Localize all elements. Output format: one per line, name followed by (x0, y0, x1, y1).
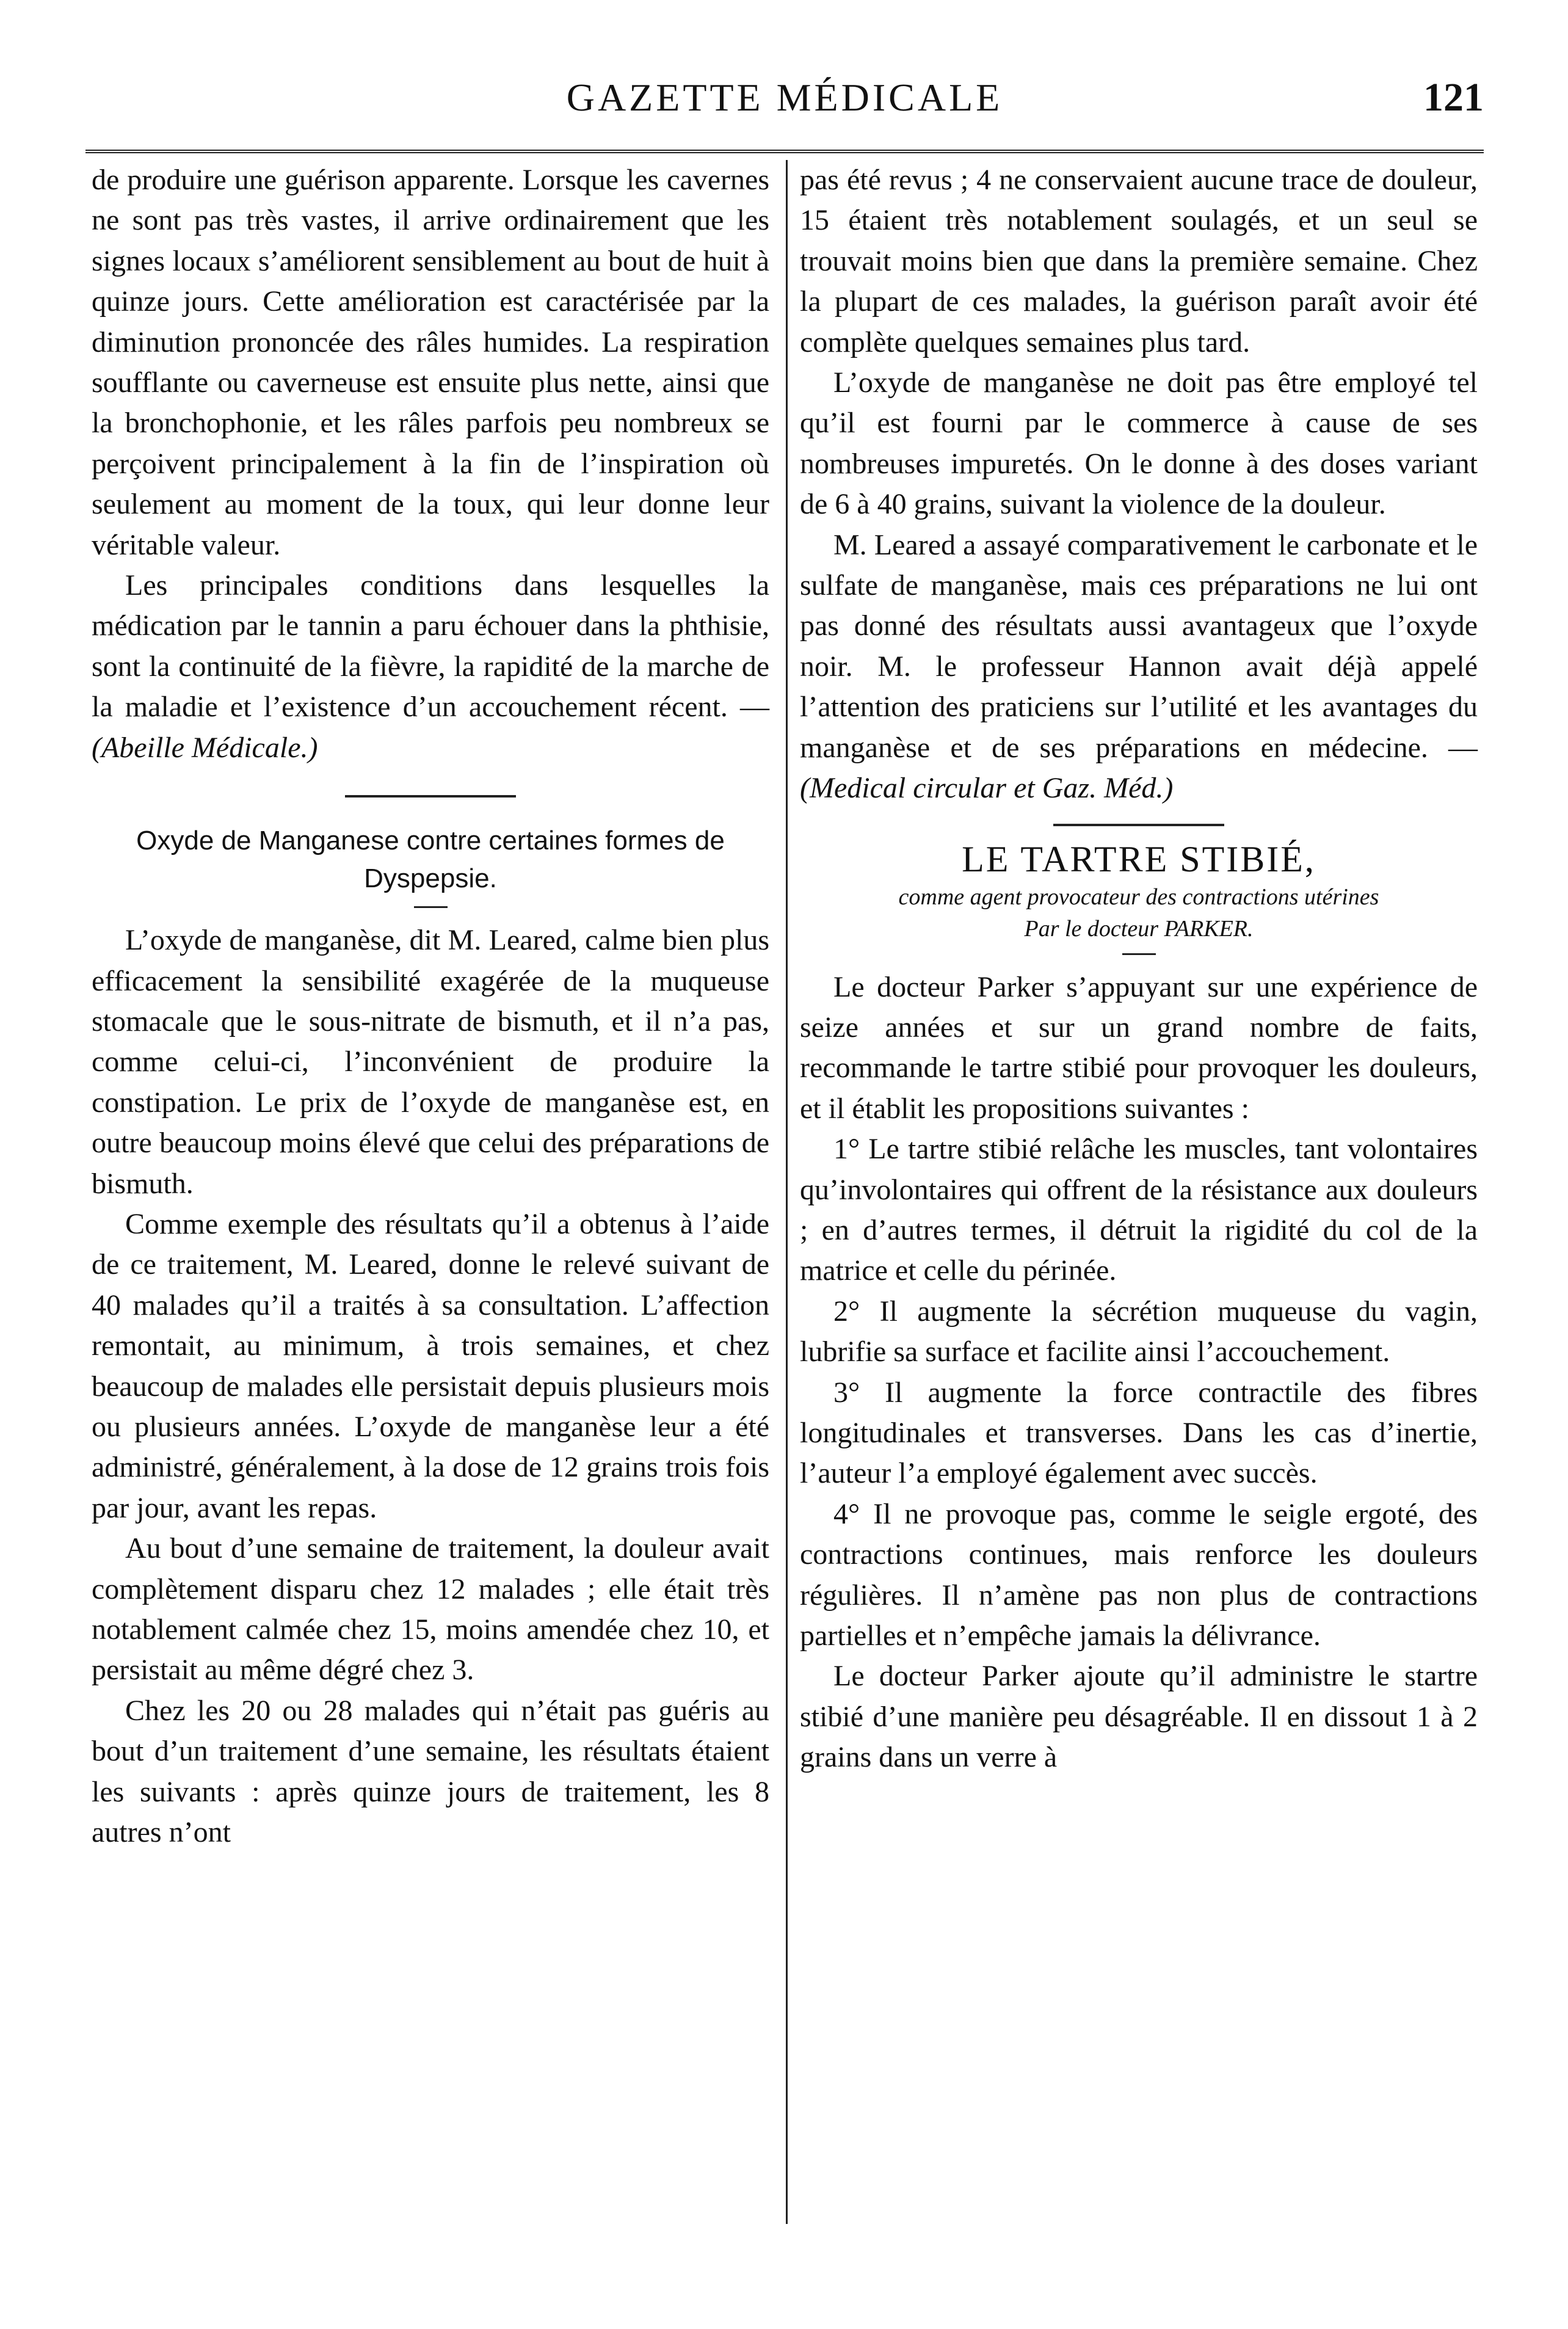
paragraph: de produire une guérison apparente. Lorsque les cavernes ne sont pas très vastes, il arrive ordinairement que les signes locaux s’améliorent sensiblement au bout de huit à quinze jours. Cette amélioration est caractérisée par la diminution prononcée des râles humides. La respiration soufflante ou caverneuse est ensuite plus nette, ainsi que la bronchophonie, et les râles parfois peu nombreux se perçoivent principalement à la fin de l’inspiration où seulement au moment de la toux, qui leur donne leur véritable valeur. (92, 164, 769, 561)
title-rule (1122, 953, 1156, 955)
paragraph: Au bout d’une semaine de traitement, la douleur avait complètement disparu chez 12 malades ; elle était très notablement calmée chez 15, moins amendée chez 10, et persistait au même dégré chez 3. (92, 1532, 769, 1687)
section-rule (345, 795, 516, 798)
paragraph: Le docteur Parker s’appuyant sur une expérience de seize années et sur un grand nombre de faits, recommande le tartre stibié pour provoquer les douleurs, et il établit les propositions suivantes : (800, 970, 1478, 1125)
section-rule (1053, 824, 1224, 826)
page-number: 121 (1423, 75, 1484, 120)
source-citation: (Abeille Médicale.) (92, 731, 318, 764)
paragraph: L’oxyde de manganèse ne doit pas être employé tel qu’il est fourni par le commerce à cause de ses nombreuses impuretés. On le donne à des doses variant de 6 à 40 grains, suivant la violence de la douleur. (800, 366, 1478, 521)
right-column (800, 160, 1478, 1778)
section-title: Oxyde de Manganese contre certaines formes de Dyspepsie. (136, 826, 725, 894)
running-title: GAZETTE MÉDICALE (566, 76, 1003, 119)
paragraph: pas été revus ; 4 ne conservaient aucune trace de douleur, 15 étaient très notablement soulagés, et un seul se trouvait moins bien que dans la première semaine. Chez la plupart de ces malades, la guérison paraît avoir été complète quelques semaines plus tard. (800, 164, 1478, 358)
paragraph: L’oxyde de manganèse, dit M. Leared, calme bien plus efficacement la sensibilité exagérée de la muqueuse stomacale que le sous-nitrate de bismuth, et il n’a pas, comme celui-ci, l’inconvénient de produire la constipation. Le prix de l’oxyde de manganèse est, en outre beaucoup moins élevé que celui des préparations de bismuth. (92, 924, 769, 1200)
paragraph-text: Les principales conditions dans lesquelles la médication par le tannin a paru échouer dans la phthisie, sont la continuité de la fièvre, la rapidité de la marche de la maladie et l’existence d’un accouchement récent. — (92, 569, 769, 724)
paragraph (800, 525, 1478, 809)
paragraph: 1° Le tartre stibié relâche les muscles, tant volontaires qu’involontaires qui offrent de la résistance aux douleurs ; en d’autres termes, il détruit la rigidité du col de la matrice et celle du périnée. (800, 1133, 1478, 1287)
page-header (85, 67, 1484, 134)
paragraph: Chez les 20 ou 28 malades qui n’était pas guéris au bout d’un traitement d’une semaine, les résultats étaient les suivants : après quinze jours de traitement, les 8 autres n’ont (92, 1694, 769, 1849)
source-citation: (Medical circular et Gaz. Méd.) (800, 772, 1174, 805)
paragraph: 3° Il augmente la force contractile des fibres longitudinales et transverses. Dans les cas d’inertie, l’auteur l’a employé également avec succès. (800, 1376, 1478, 1490)
section-title: LE TARTRE STIBIÉ, (962, 838, 1316, 879)
header-rule (85, 150, 1484, 153)
title-rule (414, 906, 448, 908)
paragraph-text: M. Leared a assayé comparativement le carbonate et le sulfate de manganèse, mais ces préparations ne lui ont pas donné des résultats aussi avantageux que l’oxyde noir. M. le professeur Hannon avait déjà appelé l’attention des praticiens sur l’utilité et les avantages du manganèse et de ses préparations en médecine. — (800, 528, 1478, 764)
column-divider (786, 160, 788, 2224)
paragraph: Le docteur Parker ajoute qu’il administre le startre stibié d’une manière peu désagréable. Il en dissout 1 à 2 grains dans un verre à (800, 1660, 1478, 1774)
paragraph: 4° Il ne provoque pas, comme le seigle ergoté, des contractions continues, mais renforce les douleurs régulières. Il n’amène pas non plus de contractions partielles et n’empêche jamais la délivrance. (800, 1497, 1478, 1652)
paragraph: 2° Il augmente la sécrétion muqueuse du vagin, lubrifie sa surface et facilite ainsi l’accouchement. (800, 1295, 1478, 1368)
section-subtitle: comme agent provocateur des contractions utérines (898, 884, 1379, 910)
paragraph: Comme exemple des résultats qu’il a obtenus à l’aide de ce traitement, M. Leared, donne le relevé suivant de 40 malades qu’il a traités à sa consultation. L’affection remontait, au minimum, à trois semaines, et chez beaucoup de malades elle persistait depuis plusieurs mois ou plusieurs années. L’oxyde de manganèse leur a été administré, généralement, à la dose de 12 grains trois fois par jour, avant les repas. (92, 1207, 769, 1524)
left-column (92, 160, 769, 1853)
paragraph (92, 565, 769, 768)
author-line: Par le docteur PARKER. (1024, 915, 1254, 942)
